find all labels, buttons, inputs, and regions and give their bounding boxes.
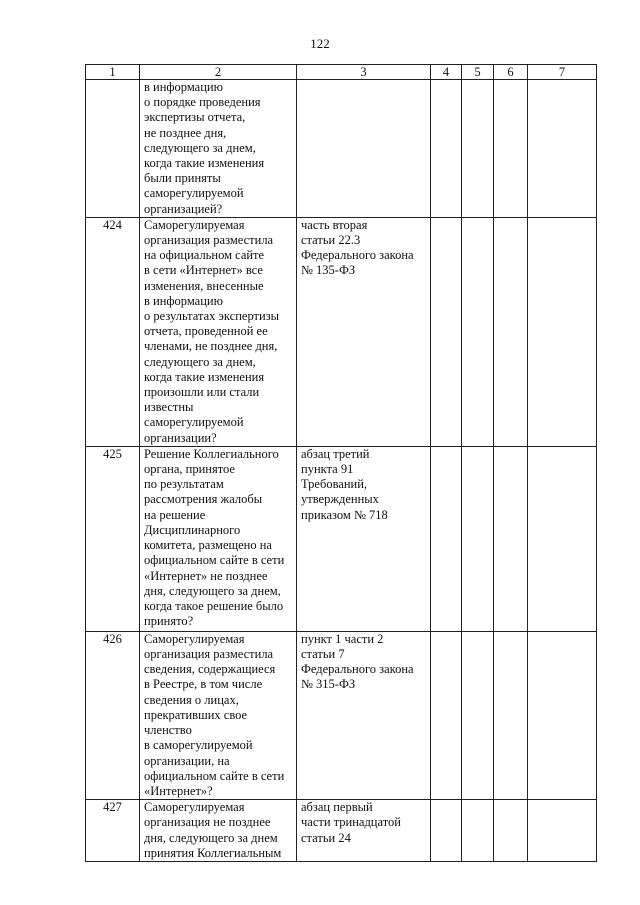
- reference-line: утвержденных: [301, 492, 379, 507]
- reference-line: Требований,: [301, 477, 368, 492]
- answer-cell-col-4[interactable]: [431, 217, 462, 446]
- question-line: были приняты: [144, 171, 221, 186]
- reference-line: № 315-ФЗ: [301, 677, 356, 692]
- question-line: не позднее дня,: [144, 125, 227, 140]
- question-line: Дисциплинарного: [144, 522, 241, 537]
- reference-line: Федерального закона: [301, 662, 414, 677]
- answer-cell-col-7[interactable]: [528, 217, 597, 446]
- answer-cell-col-7[interactable]: [528, 80, 597, 218]
- answer-cell-col-7[interactable]: [528, 631, 597, 799]
- table-row: [86, 217, 597, 446]
- reference-line: абзац третий: [301, 446, 370, 461]
- row-number-cell: [86, 80, 140, 218]
- column-header-1: 1: [86, 65, 140, 80]
- row-number-cell: 425: [86, 446, 140, 631]
- question-line: изменения, внесенные: [144, 278, 264, 293]
- question-line: известны: [144, 400, 194, 415]
- question-line: о порядке проведения: [144, 95, 261, 110]
- answer-cell-col-7[interactable]: [528, 446, 597, 631]
- reference-line: статьи 24: [301, 830, 351, 845]
- question-line: комитета, размещено на: [144, 538, 272, 553]
- reference-line: № 135-ФЗ: [301, 263, 356, 278]
- question-line: на официальном сайте: [144, 248, 265, 263]
- answer-cell-col-4[interactable]: [431, 446, 462, 631]
- question-cell: [140, 800, 297, 862]
- question-line: саморегулируемой: [144, 415, 244, 430]
- table-body: [86, 80, 597, 862]
- question-line: дня, следующего за днем,: [144, 583, 281, 598]
- question-line: организации, на: [144, 753, 230, 768]
- answer-cell-col-5[interactable]: [462, 217, 494, 446]
- question-line: прекративших свое: [144, 707, 248, 722]
- legal-reference-cell: [297, 800, 431, 862]
- question-line: произошли или стали: [144, 385, 260, 400]
- question-cell: [140, 217, 297, 446]
- question-line: «Интернет» не позднее: [144, 568, 268, 583]
- question-cell: [140, 631, 297, 799]
- table-row: [86, 800, 597, 862]
- question-line: в информацию: [144, 80, 223, 94]
- question-line: Саморегулируемая: [144, 800, 245, 815]
- answer-cell-col-4[interactable]: [431, 800, 462, 862]
- question-line: принятия Коллегиальным: [144, 845, 282, 860]
- answer-cell-col-6[interactable]: [494, 80, 528, 218]
- question-line: о результатах экспертизы: [144, 309, 280, 324]
- header-row: [86, 65, 597, 80]
- question-line: экспертизы отчета,: [144, 110, 246, 125]
- reference-line: абзац первый: [301, 800, 373, 815]
- question-line: в Реестре, в том числе: [144, 677, 263, 692]
- question-cell: [140, 80, 297, 218]
- row-number-cell: 427: [86, 800, 140, 862]
- answer-cell-col-5[interactable]: [462, 631, 494, 799]
- table-row: [86, 80, 597, 218]
- question-line: следующего за днем,: [144, 140, 256, 155]
- reference-line: статьи 22.3: [301, 233, 361, 248]
- legal-reference-cell: [297, 631, 431, 799]
- reference-line: пункт 1 части 2: [301, 631, 384, 646]
- answer-cell-col-4[interactable]: [431, 631, 462, 799]
- question-line: в саморегулируемой: [144, 738, 253, 753]
- table-row: [86, 631, 597, 799]
- question-line: членами, не позднее дня,: [144, 339, 278, 354]
- table-row: [86, 446, 597, 631]
- question-line: следующего за днем,: [144, 354, 256, 369]
- question-line: отчета, проведенной ее: [144, 324, 268, 339]
- row-number-cell: 426: [86, 631, 140, 799]
- checklist-table: [85, 64, 597, 862]
- answer-cell-col-6[interactable]: [494, 631, 528, 799]
- answer-cell-col-6[interactable]: [494, 217, 528, 446]
- answer-cell-col-7[interactable]: [528, 800, 597, 862]
- reference-line: Федерального закона: [301, 248, 414, 263]
- question-line: сведения, содержащиеся: [144, 662, 276, 677]
- column-header-6: 6: [494, 65, 528, 80]
- question-line: рассмотрения жалобы: [144, 492, 263, 507]
- reference-line: статьи 7: [301, 647, 345, 662]
- column-header-5: 5: [462, 65, 494, 80]
- question-line: организация не позднее: [144, 815, 271, 830]
- question-line: принято?: [144, 614, 194, 629]
- question-cell: [140, 446, 297, 631]
- row-number-cell: 424: [86, 217, 140, 446]
- answer-cell-col-6[interactable]: [494, 800, 528, 862]
- question-line: сведения о лицах,: [144, 692, 239, 707]
- question-line: когда такие изменения: [144, 156, 265, 171]
- reference-line: часть вторая: [301, 217, 368, 232]
- column-header-2: 2: [140, 65, 297, 80]
- question-line: на решение: [144, 507, 206, 522]
- reference-line: части тринадцатой: [301, 815, 401, 830]
- reference-line: приказом № 718: [301, 507, 388, 522]
- column-header-4: 4: [431, 65, 462, 80]
- question-line: Решение Коллегиального: [144, 446, 279, 461]
- question-line: саморегулируемой: [144, 186, 244, 201]
- legal-reference-cell: [297, 80, 431, 218]
- question-line: по результатам: [144, 477, 224, 492]
- question-line: организация разместила: [144, 233, 274, 248]
- page-number: 122: [310, 36, 330, 51]
- question-line: официальном сайте в сети: [144, 553, 285, 568]
- question-line: Саморегулируемая: [144, 217, 245, 232]
- question-line: организации?: [144, 430, 217, 445]
- question-line: в информацию: [144, 293, 223, 308]
- question-line: Саморегулируемая: [144, 631, 245, 646]
- reference-line: пункта 91: [301, 462, 354, 477]
- legal-reference-cell: [297, 446, 431, 631]
- question-line: когда такое решение было: [144, 598, 284, 613]
- column-header-3: 3: [297, 65, 431, 80]
- column-header-7: 7: [528, 65, 597, 80]
- answer-cell-col-5[interactable]: [462, 80, 494, 218]
- question-line: когда такие изменения: [144, 369, 265, 384]
- legal-reference-cell: [297, 217, 431, 446]
- question-line: органа, принятое: [144, 462, 235, 477]
- question-line: в сети «Интернет» все: [144, 263, 263, 278]
- question-line: организацией?: [144, 201, 223, 216]
- answer-cell-col-5[interactable]: [462, 800, 494, 862]
- question-line: членство: [144, 723, 192, 738]
- answer-cell-col-6[interactable]: [494, 446, 528, 631]
- answer-cell-col-4[interactable]: [431, 80, 462, 218]
- question-line: дня, следующего за днем: [144, 830, 278, 845]
- answer-cell-col-5[interactable]: [462, 446, 494, 631]
- question-line: официальном сайте в сети: [144, 768, 285, 783]
- question-line: организация разместила: [144, 647, 274, 662]
- question-line: «Интернет»?: [144, 783, 213, 798]
